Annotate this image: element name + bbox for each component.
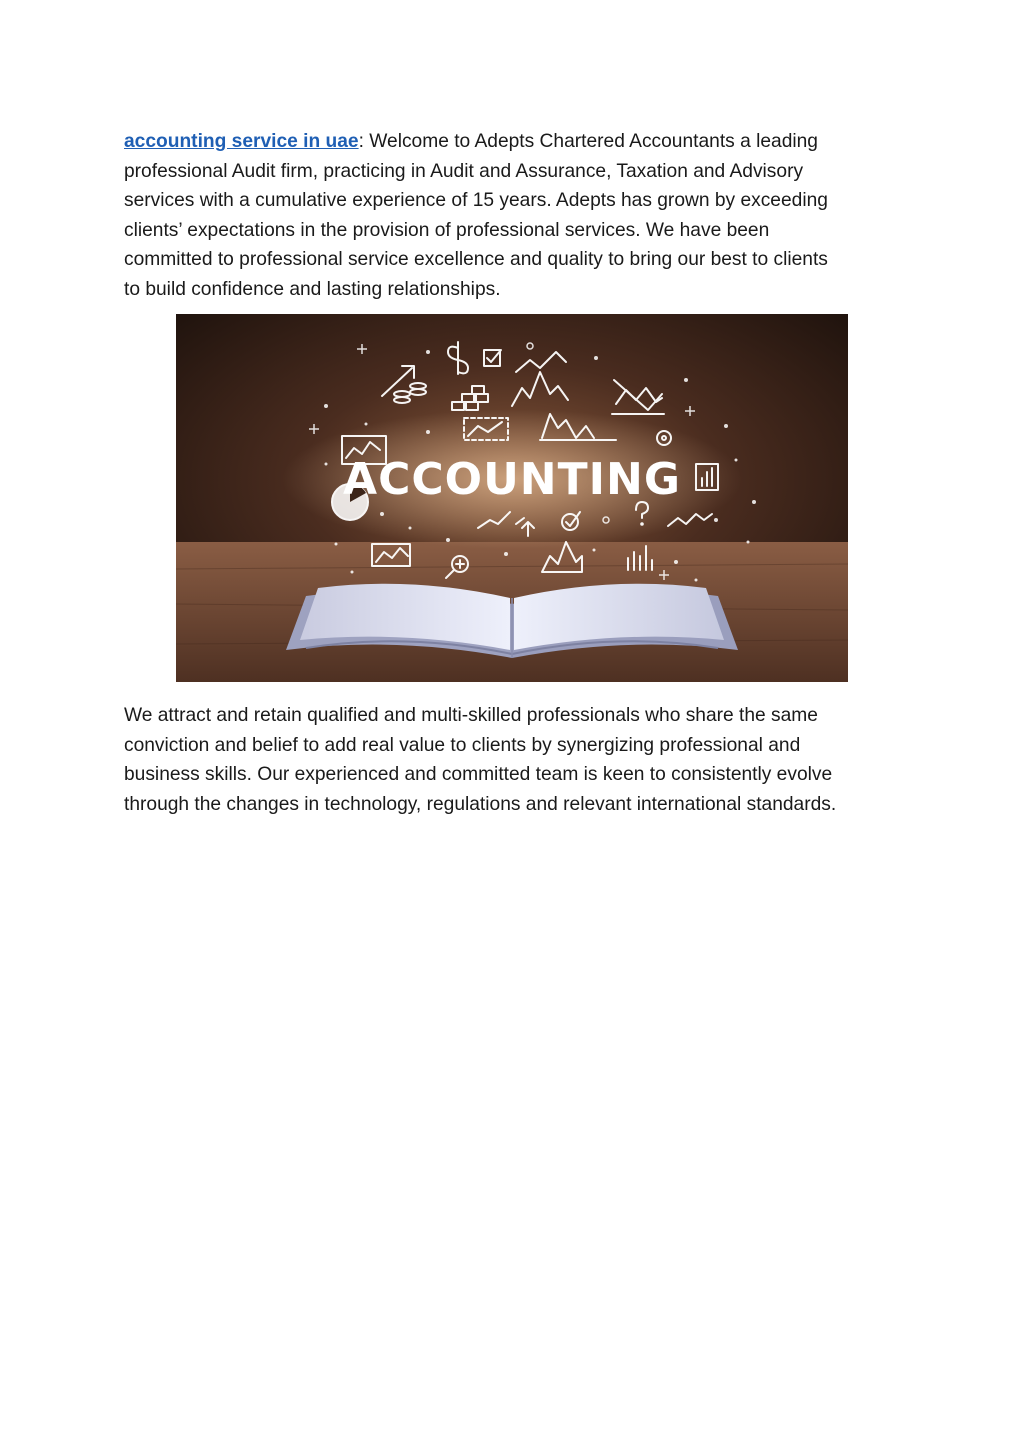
- body-line: through the changes in technology, regulations and relevant international standards.: [124, 793, 837, 815]
- body-line: We attract and retain qualified and multi-skilled professionals who share the same: [124, 705, 818, 726]
- accounting-headline: ACCOUNTING: [343, 454, 681, 505]
- intro-line: services with a cumulative experience of 15 years. Adepts has grown by exceeding: [124, 190, 828, 211]
- accounting-service-link[interactable]: accounting service in uae: [124, 131, 359, 152]
- intro-paragraph: [124, 127, 904, 304]
- intro-line: clients’ expectations in the provision of professional services. We have been: [124, 219, 770, 241]
- intro-first-line-text: : Welcome to Adepts Chartered Accountants a leading: [358, 131, 818, 152]
- body-line: business skills. Our experienced and committed team is keen to consistently evolve: [124, 764, 833, 785]
- accounting-illustration: [176, 314, 848, 682]
- intro-line: to build confidence and lasting relationships.: [124, 278, 501, 300]
- body-paragraph: [124, 701, 904, 819]
- accounting-hero-image: [176, 314, 848, 682]
- intro-first-line: [124, 127, 904, 157]
- intro-line: professional Audit firm, practicing in Audit and Assurance, Taxation and Advisory: [124, 160, 804, 182]
- intro-line: committed to professional service excellence and quality to bring our best to clients: [124, 249, 828, 270]
- body-line: conviction and belief to add real value to clients by synergizing professional and: [124, 734, 801, 756]
